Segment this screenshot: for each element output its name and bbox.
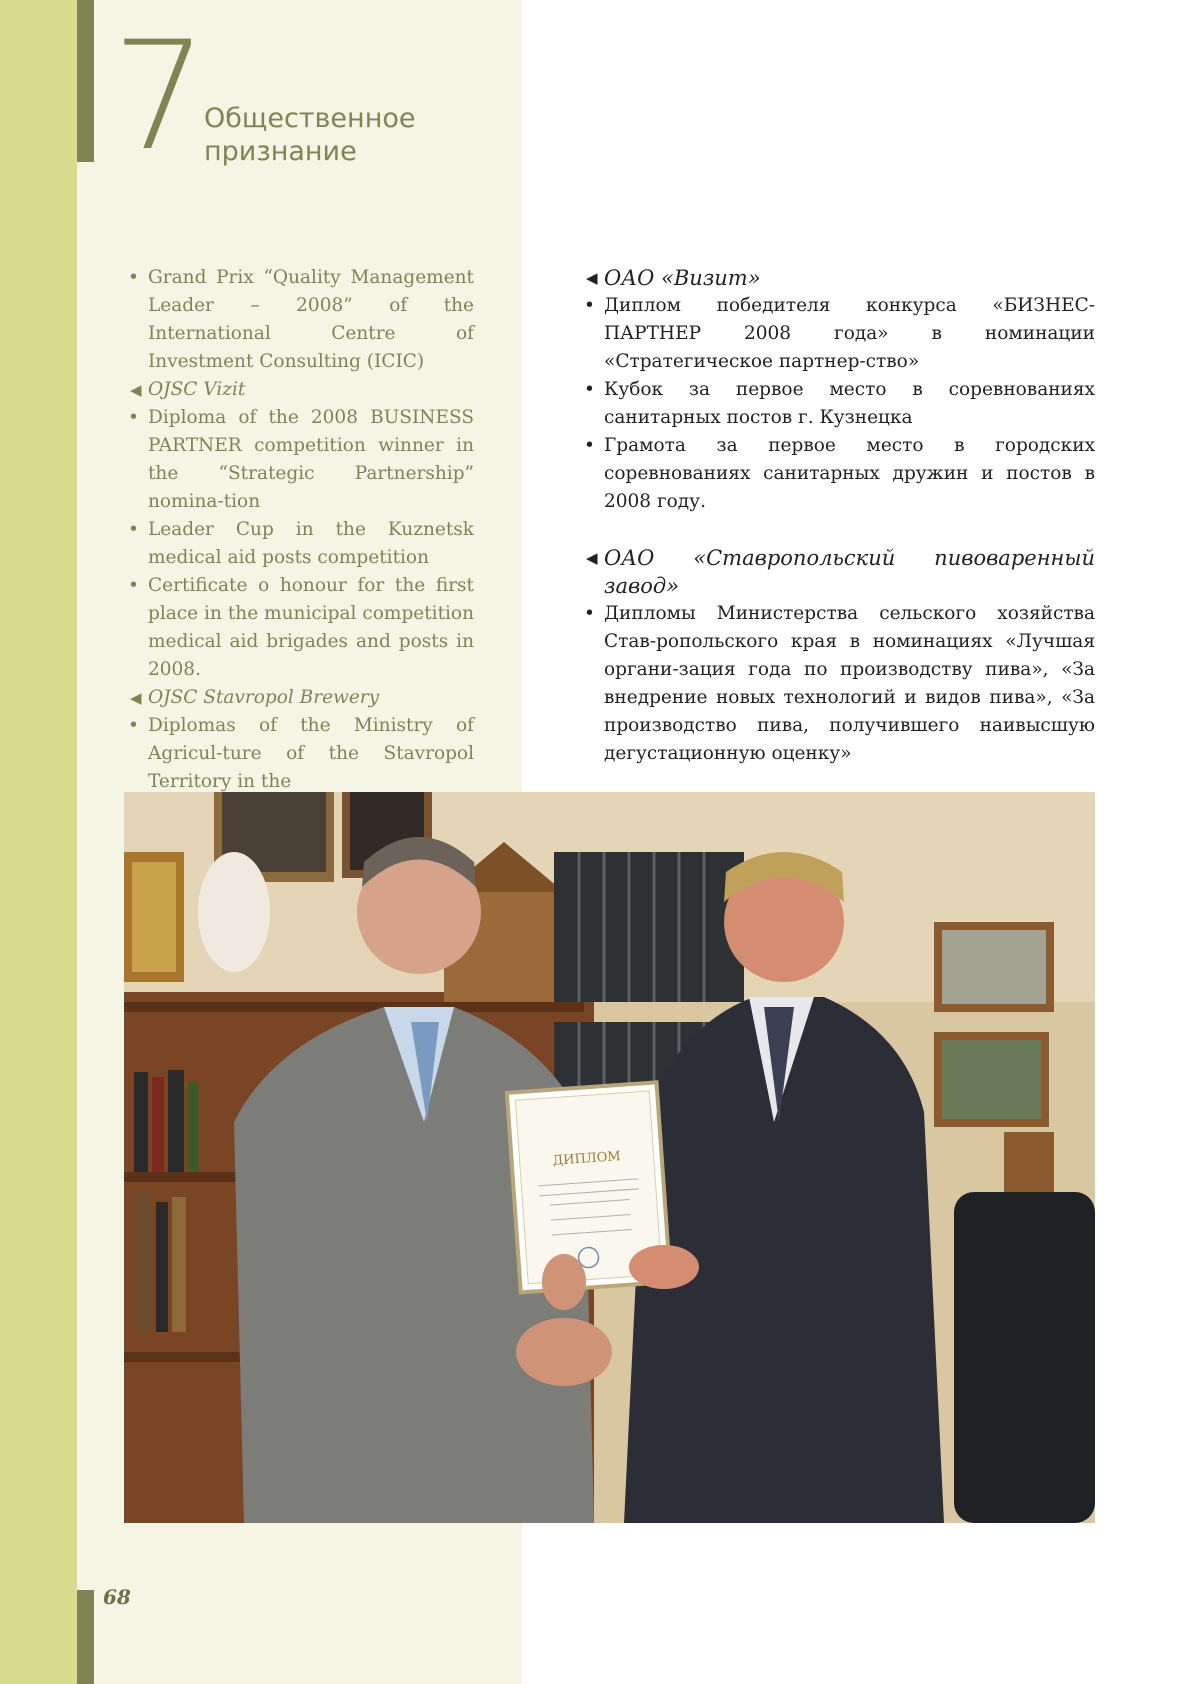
list-item-text: Кубок за первое место в соревнованиях санитарных постов г. Кузнецка (604, 379, 1095, 428)
english-text-column (128, 264, 474, 796)
chapter-accent-bar (77, 0, 94, 162)
diploma-heading: ДИПЛОМ (552, 1149, 622, 1169)
list-item-text: Grand Prix “Quality Management Leader – 2008” of the International Centre of Investment Consulting (ICIC) (148, 267, 474, 372)
russian-text-column (584, 264, 1095, 768)
list-item-text: Certificate o honour for the first place in the municipal competition medical aid brigades and posts in 2008. (148, 575, 474, 680)
list-item (584, 432, 1095, 516)
bullet-icon: • (584, 603, 595, 624)
left-color-stripe (0, 0, 77, 1684)
list-item-text: Diplomas of the Ministry of Agricul-ture of the Stavropol Territory in the (148, 715, 474, 792)
list-item-text: Диплом победителя конкурса «БИЗНЕС-ПАРТНЕР 2008 года» в номинации «Стратегическое партнер-ство» (604, 295, 1095, 372)
page-number: 68 (103, 1585, 131, 1609)
bullet-icon: • (128, 519, 139, 540)
bullet-icon: • (584, 295, 595, 316)
triangle-marker-icon: ◀ (586, 549, 598, 567)
award-ceremony-photo (124, 792, 1095, 1523)
bullet-icon: • (584, 435, 595, 456)
paragraph-gap (584, 516, 1095, 544)
triangle-marker-icon: ◀ (130, 689, 142, 707)
list-item (128, 712, 474, 796)
triangle-marker-icon: ◀ (130, 381, 142, 399)
bullet-icon: • (584, 379, 595, 400)
list-item (584, 600, 1095, 768)
list-item (128, 516, 474, 572)
chapter-number: 7 (112, 10, 204, 184)
list-item (128, 404, 474, 516)
list-item (584, 376, 1095, 432)
company-heading (128, 684, 474, 712)
company-heading (128, 376, 474, 404)
bullet-icon: • (128, 407, 139, 428)
company-heading-text: ОАО «Визит» (604, 266, 761, 290)
triangle-marker-icon: ◀ (586, 269, 598, 287)
company-heading (584, 544, 1095, 600)
chapter-title-line-2: признание (204, 136, 357, 167)
list-item (128, 264, 474, 376)
chapter-title (204, 102, 504, 168)
list-item (128, 572, 474, 684)
list-item (584, 292, 1095, 376)
company-heading-text: OJSC Vizit (148, 379, 246, 400)
bullet-icon: • (128, 715, 139, 736)
list-item-text: Дипломы Министерства сельского хозяйства Став-ропольского края в номинациях «Лучшая органи-зация года по производству пива», «За внедрение новых технологий и видов пива», «За производство пива, получившего наивысшую дегустационную оценку» (604, 603, 1095, 764)
footer-accent-bar (77, 1590, 94, 1684)
chapter-title-line-1: Общественное (204, 103, 416, 134)
list-item-text: Leader Cup in the Kuznetsk medical aid posts competition (148, 519, 474, 568)
company-heading (584, 264, 1095, 292)
list-item-text: Грамота за первое место в городских соревнованиях санитарных дружин и постов в 2008 году. (604, 435, 1095, 512)
bullet-icon: • (128, 267, 139, 288)
list-item-text: Diploma of the 2008 BUSINESS PARTNER competition winner in the “Strategic Partnership” nomina-tion (148, 407, 474, 512)
company-heading-text: OJSC Stavropol Brewery (148, 687, 380, 708)
bullet-icon: • (128, 575, 139, 596)
company-heading-text: ОАО «Ставропольский пивоваренный завод» (604, 546, 1095, 598)
